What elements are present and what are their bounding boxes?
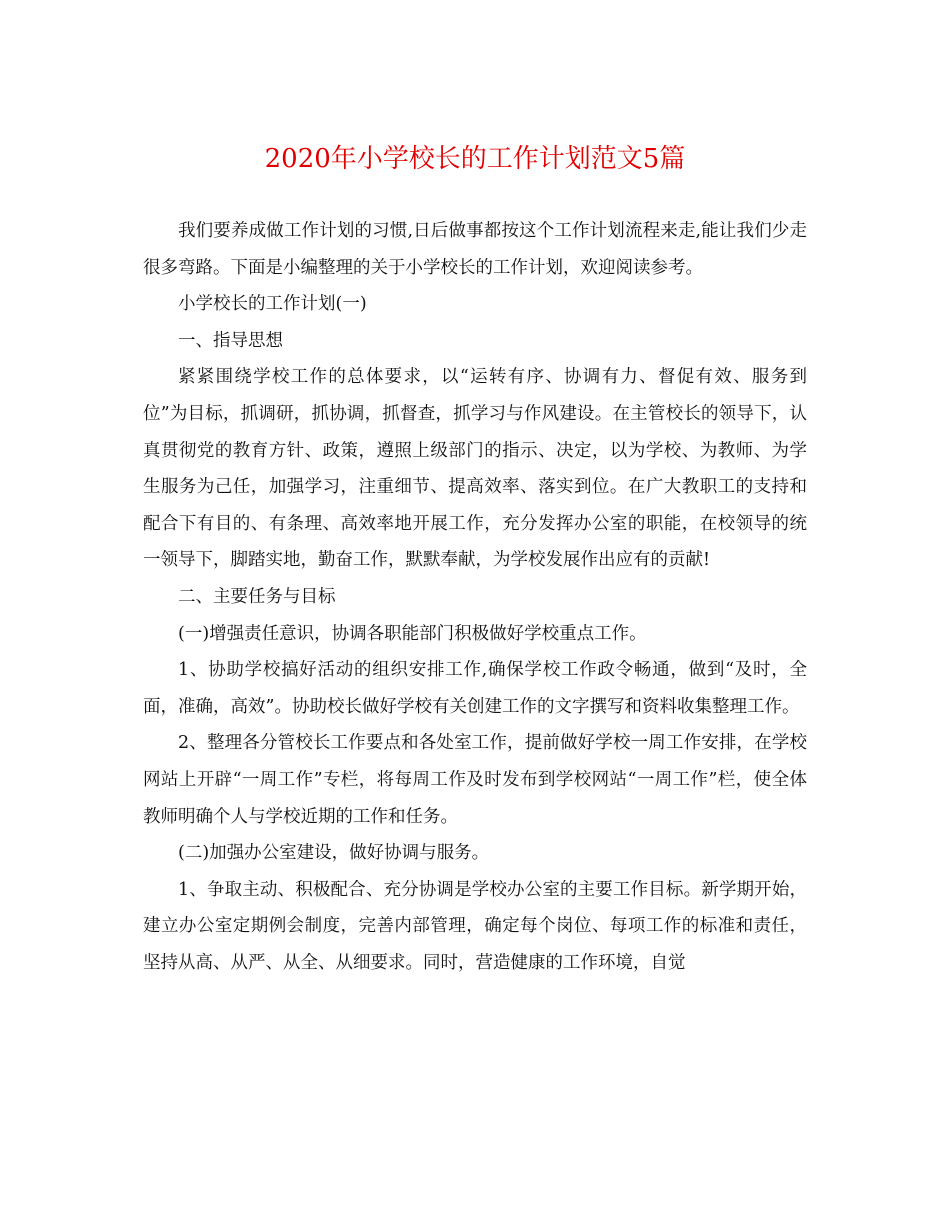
paragraph: (一)增强责任意识，协调各职能部门积极做好学校重点工作。 — [178, 623, 647, 644]
paragraph: 我们要养成做工作计划的习惯,日后做事都按这个工作计划流程来走,能让我们少走很多弯路。下面是小编整理的关于小学校长的工作计划，欢迎阅读参考。 — [143, 221, 807, 278]
document-body — [143, 213, 807, 981]
paragraph: 1、协助学校搞好活动的组织安排工作,确保学校工作政令畅通，做到“及时，全面，准确，高效”。协助校长做好学校有关创建工作的文字撰写和资料收集整理工作。 — [143, 660, 807, 717]
paragraph: 紧紧围绕学校工作的总体要求，以“运转有序、协调有力、督促有效、服务到位”为目标，抓调研，抓协调，抓督查，抓学习与作风建设。在主管校长的领导下，认真贯彻党的教育方针、政策，遵照上级部门的指示、决定，以为学校、为教师、为学生服务为己任，加强学习，注重细节、提高效率、落实到位。在广大教职工的支持和配合下有目的、有条理、高效率地开展工作，充分发挥办公室的职能，在校领导的统一领导下，脚踏实地，勤奋工作，默默奉献，为学校发展作出应有的贡献! — [143, 367, 807, 571]
paragraph: 一、指导思想 — [178, 330, 283, 351]
document-title: 2020年小学校长的工作计划范文5篇 — [264, 144, 686, 174]
paragraph: 2、整理各分管校长工作要点和各处室工作，提前做好学校一周工作安排，在学校网站上开辟“一周工作”专栏，将每周工作及时发布到学校网站“一周工作”栏，使全体教师明确个人与学校近期的工作和任务。 — [143, 733, 807, 827]
paragraph: (二)加强办公室建设，做好协调与服务。 — [178, 843, 490, 864]
paragraph: 二、主要任务与目标 — [178, 586, 336, 607]
paragraph: 小学校长的工作计划(一) — [178, 294, 367, 315]
paragraph: 1、争取主动、积极配合、充分协调是学校办公室的主要工作目标。新学期开始，建立办公室定期例会制度，完善内部管理，确定每个岗位、每项工作的标准和责任，坚持从高、从严、从全、从细要求。同时，营造健康的工作环境，自觉 — [143, 879, 807, 973]
